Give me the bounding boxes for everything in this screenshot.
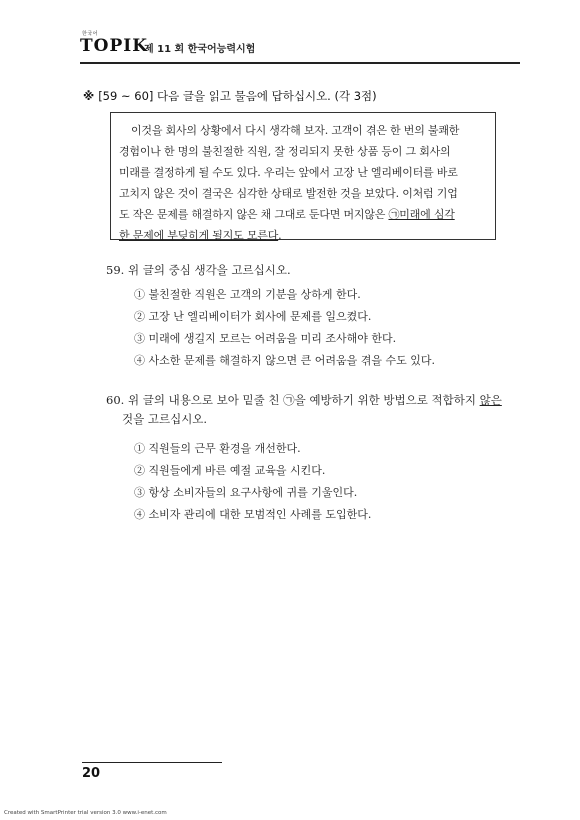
logo-text: TOPIK: [80, 36, 148, 56]
underlined-phrase-end: 한 문제에 부딪히게 될지도 모른다: [119, 229, 279, 242]
page-number: 20: [82, 766, 101, 781]
printer-watermark: Created with SmartPrinter trial version 3.0 www.i-enet.com: [4, 810, 167, 816]
q59-option-2[interactable]: ② 고장 난 엘리베이터가 회사에 문제를 일으켰다.: [134, 310, 372, 323]
page-header: [80, 31, 520, 58]
reference-mark: ※: [83, 89, 95, 103]
q60-option-2[interactable]: ② 직원들에게 바른 예절 교육을 시킨다.: [134, 464, 326, 477]
passage-line-5-text: 도 작은 문제를 해결하지 않은 채 그대로 둔다면 머지않은: [119, 208, 389, 221]
q60-option-4[interactable]: ④ 소비자 관리에 대한 모범적인 사례를 도입한다.: [134, 508, 372, 521]
header-divider: [80, 62, 520, 64]
footer-divider: [82, 762, 222, 763]
passage-line-1: 이것을 회사의 상황에서 다시 생각해 보자. 고객이 겪은 한 번의 불쾌한: [131, 124, 460, 137]
reading-passage: [110, 112, 496, 240]
section-instruction: [83, 88, 377, 104]
q59-option-4[interactable]: ④ 사소한 문제를 해결하지 않으면 큰 어려움을 겪을 수도 있다.: [134, 354, 435, 367]
question-60-stem: [106, 392, 502, 408]
passage-line-4: 고치지 않은 것이 결국은 심각한 상태로 발전한 것을 보았다. 이처럼 기업: [119, 187, 458, 200]
passage-line-5: [119, 204, 489, 225]
exam-title: 제 11 회 한국어능력시험: [144, 44, 256, 55]
passage-line-3: 미래를 결정하게 될 수도 있다. 우리는 앞에서 고장 난 엘리베이터를 바로: [119, 166, 458, 179]
question-59-stem: 59. 위 글의 중심 생각을 고르십시오.: [106, 263, 291, 277]
instruction-text: [59 ~ 60] 다음 글을 읽고 물음에 답하십시오. (각 3점): [98, 89, 377, 103]
question-60-underlined-word: 않은: [479, 393, 502, 407]
underlined-phrase-start: ㉠미래에 심각: [388, 208, 455, 221]
q60-option-1[interactable]: ① 직원들의 근무 환경을 개선한다.: [134, 442, 301, 455]
question-60-stem-text: 60. 위 글의 내용으로 보아 밑줄 친 ㉠을 예방하기 위한 방법으로 적합하지: [106, 393, 480, 407]
passage-line-2: 경험이나 한 명의 불친절한 직원, 잘 정리되지 못한 상품 등이 그 회사의: [119, 145, 451, 158]
passage-line-6: [119, 225, 489, 246]
q60-option-3[interactable]: ③ 항상 소비자들의 요구사항에 귀를 기울인다.: [134, 486, 358, 499]
question-60-stem-continued: 것을 고르십시오.: [122, 412, 208, 426]
passage-line-6-end: .: [278, 229, 282, 242]
topik-logo: [80, 31, 148, 56]
q59-option-3[interactable]: ③ 미래에 생길지 모르는 어려움을 미리 조사해야 한다.: [134, 332, 397, 345]
logo-subtext: 한국어: [82, 31, 98, 37]
q59-option-1[interactable]: ① 불친절한 직원은 고객의 기분을 상하게 한다.: [134, 288, 361, 301]
